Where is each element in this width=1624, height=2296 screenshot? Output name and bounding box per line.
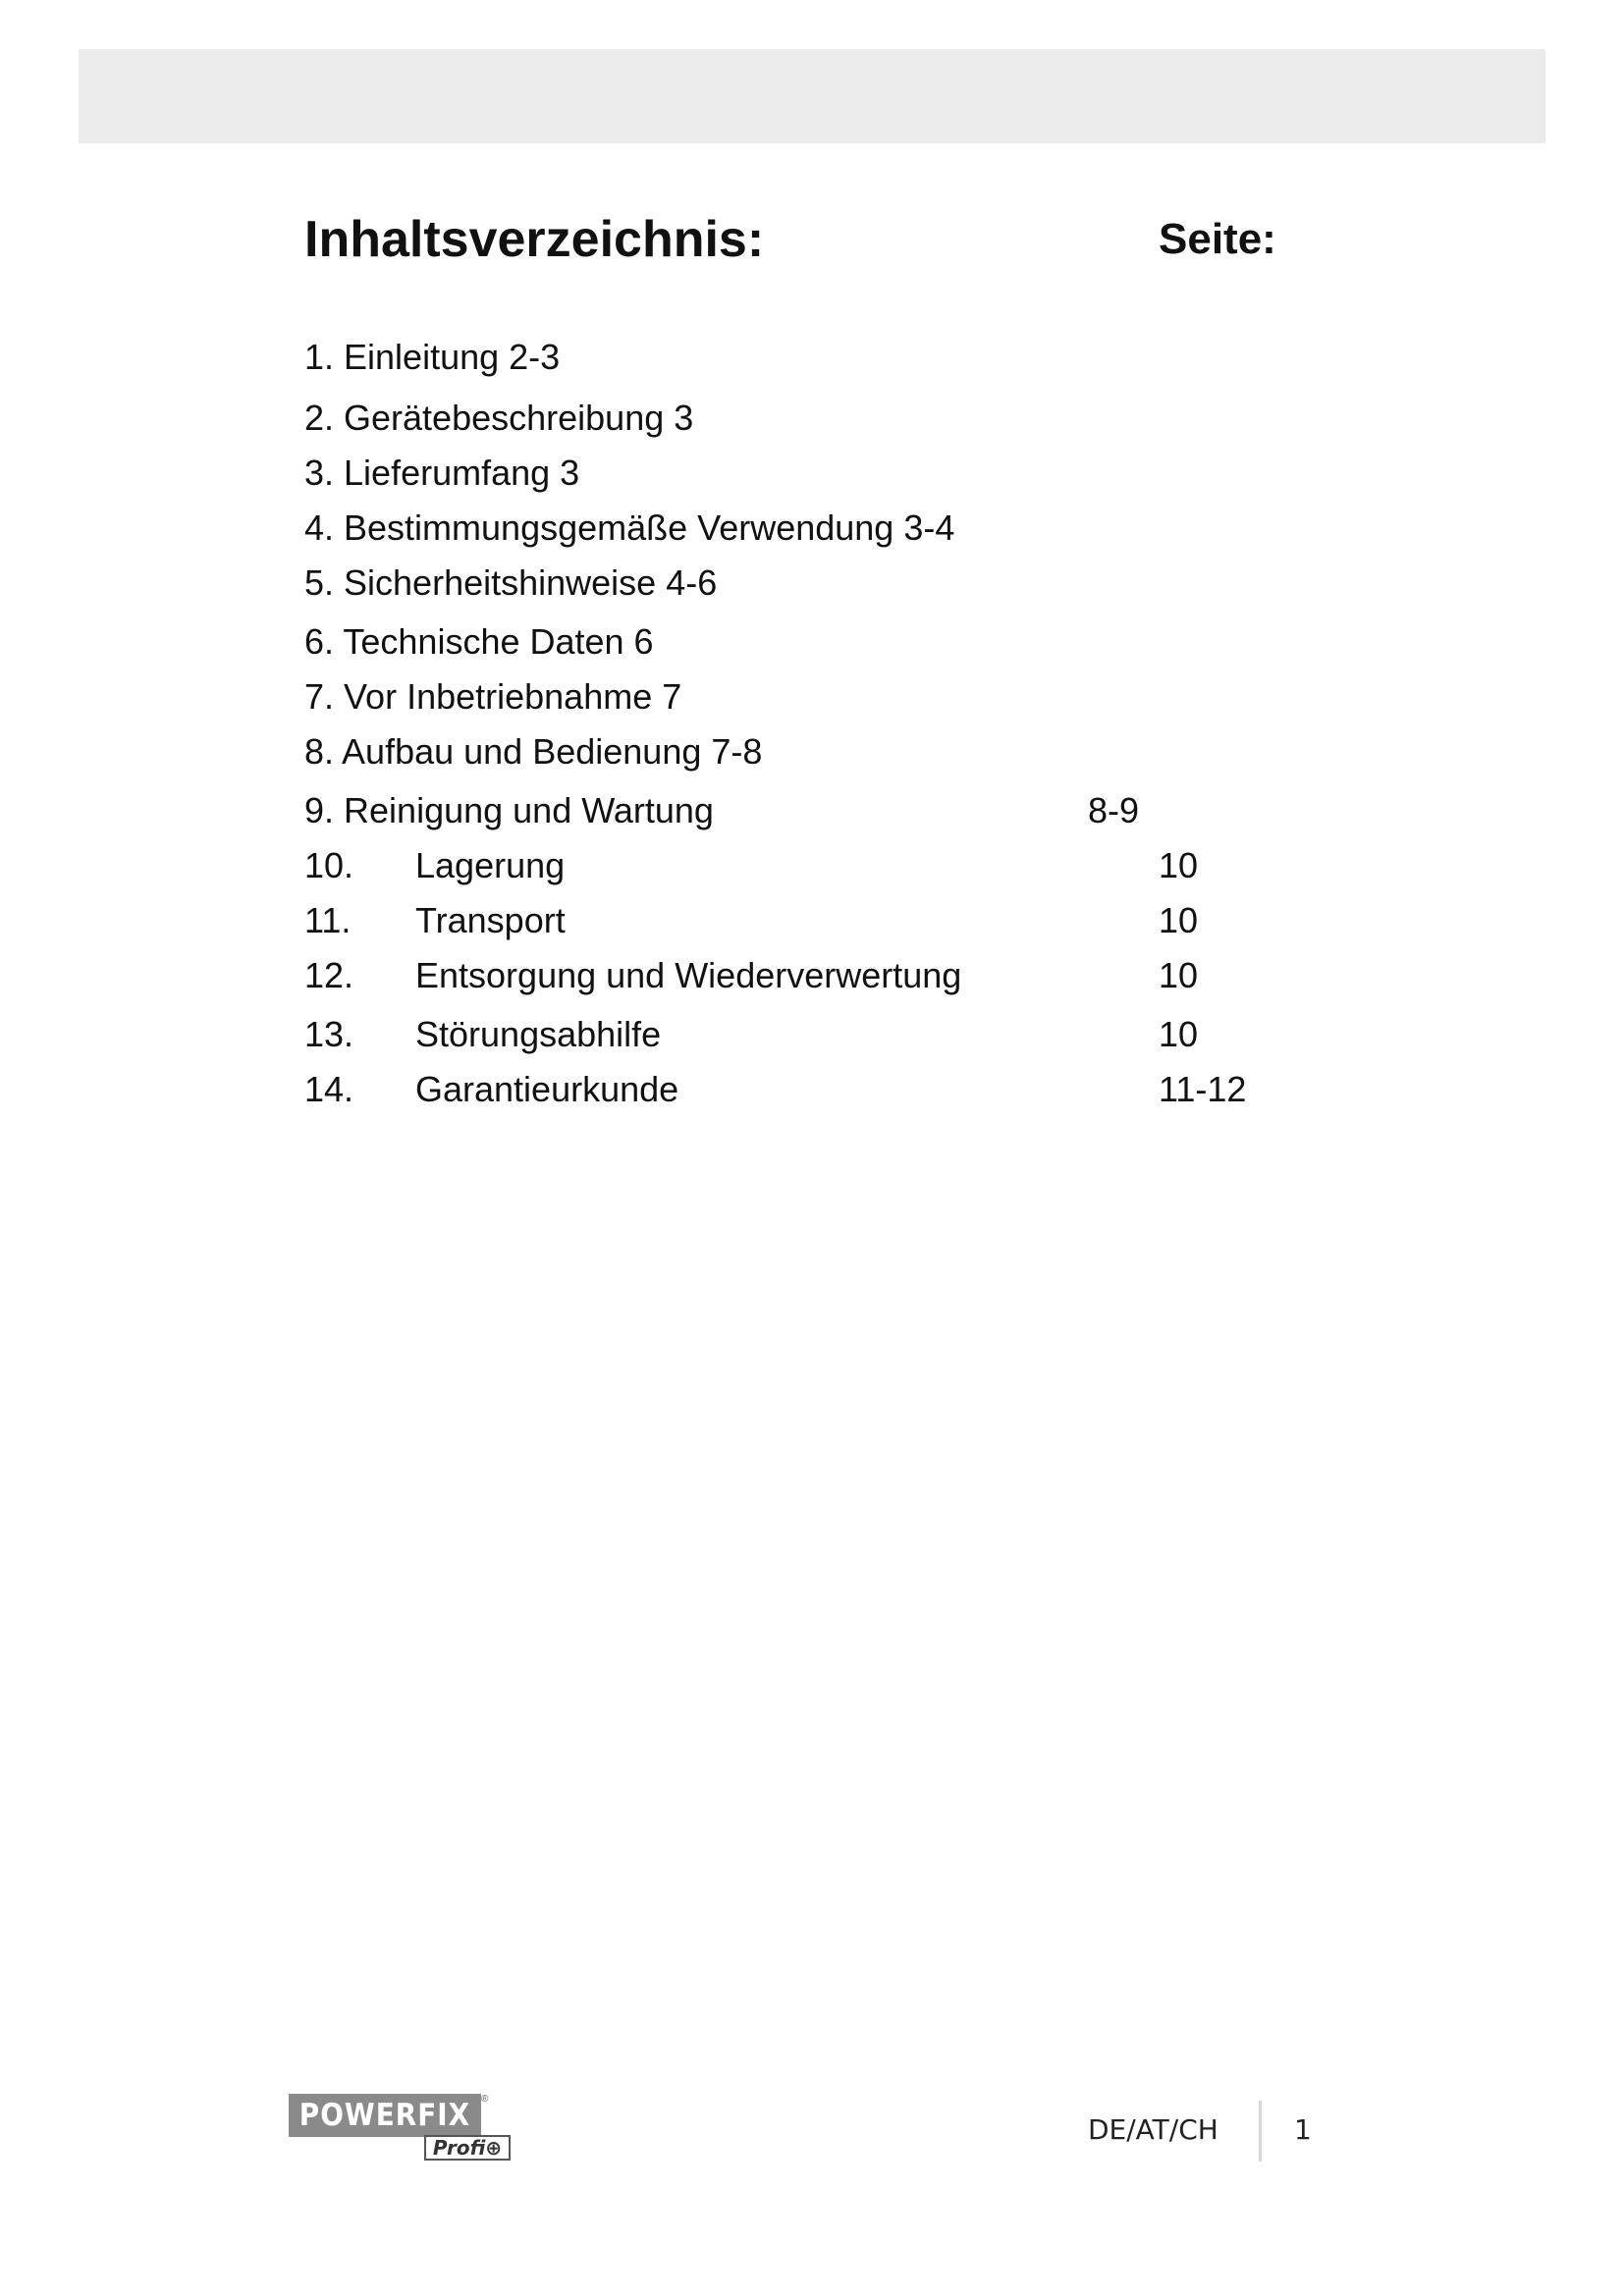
toc-entry-label: 9. Reinigung und Wartung [304,790,714,830]
registered-mark: ® [481,2094,489,2105]
toc-entry [304,1066,1286,1113]
toc-entry [304,842,1286,889]
toc-entry [304,1011,1286,1058]
toc-entry-page: 10 [1159,845,1199,885]
toc-entry-text: 8. Aufbau und Bedienung 7-8 [304,731,763,772]
toc-entry-page: 10 [1159,900,1199,940]
toc-entry-page: 10 [1159,955,1199,995]
toc-entry [304,673,1286,721]
toc-entry [304,334,1286,381]
toc-entry-text: 6. Technische Daten 6 [304,621,654,662]
toc-entry-number: 10. [304,845,354,885]
toc-entry [304,952,1286,999]
page-column-title: Seite: [1159,215,1276,263]
toc-entry-text: 5. Sicherheitshinweise 4-6 [304,562,718,603]
region-label: DE/AT/CH [1088,2113,1218,2146]
toc-entry [304,897,1286,944]
toc-entry [304,560,1286,607]
toc-title: Inhaltsverzeichnis: [304,211,765,268]
toc-entry-page: 8-9 [1088,790,1140,830]
toc-entry-number: 14. [304,1069,354,1109]
toc-entry-label: Lagerung [415,845,566,885]
toc-entry-page: 10 [1159,1014,1199,1054]
toc-entry-label: Garantieurkunde [415,1069,679,1109]
toc-entry-number: 13. [304,1014,354,1054]
toc-entry [304,787,1286,834]
toc-entry [304,395,1286,442]
footer-divider [1259,2101,1262,2162]
toc-entry-text: 4. Bestimmungsgemäße Verwendung 3-4 [304,507,955,548]
toc-entry [304,728,1286,775]
toc-entry-number: 11. [304,900,352,940]
toc-entry-page: 11-12 [1159,1069,1247,1109]
logo-wordmark: POWERFIX [289,2094,481,2137]
toc-entry-text: 2. Gerätebeschreibung 3 [304,398,694,438]
toc-entry [304,450,1286,497]
toc-entry-number: 12. [304,955,354,995]
toc-entry-label: Störungsabhilfe [415,1014,662,1054]
powerfix-logo [289,2094,514,2164]
toc-entry-text: 3. Lieferumfang 3 [304,453,580,493]
toc-entry-label: Entsorgung und Wiederverwertung [415,955,962,995]
toc-entry [304,505,1286,552]
logo-profi-badge: Profi⊕ [424,2135,511,2161]
toc-entry-text: 1. Einleitung 2-3 [304,337,561,377]
page-number: 1 [1294,2113,1312,2146]
toc-entry [304,618,1286,666]
header-band [79,49,1545,143]
toc-entry-text: 7. Vor Inbetriebnahme 7 [304,676,682,717]
toc-entry-label: Transport [415,900,566,940]
